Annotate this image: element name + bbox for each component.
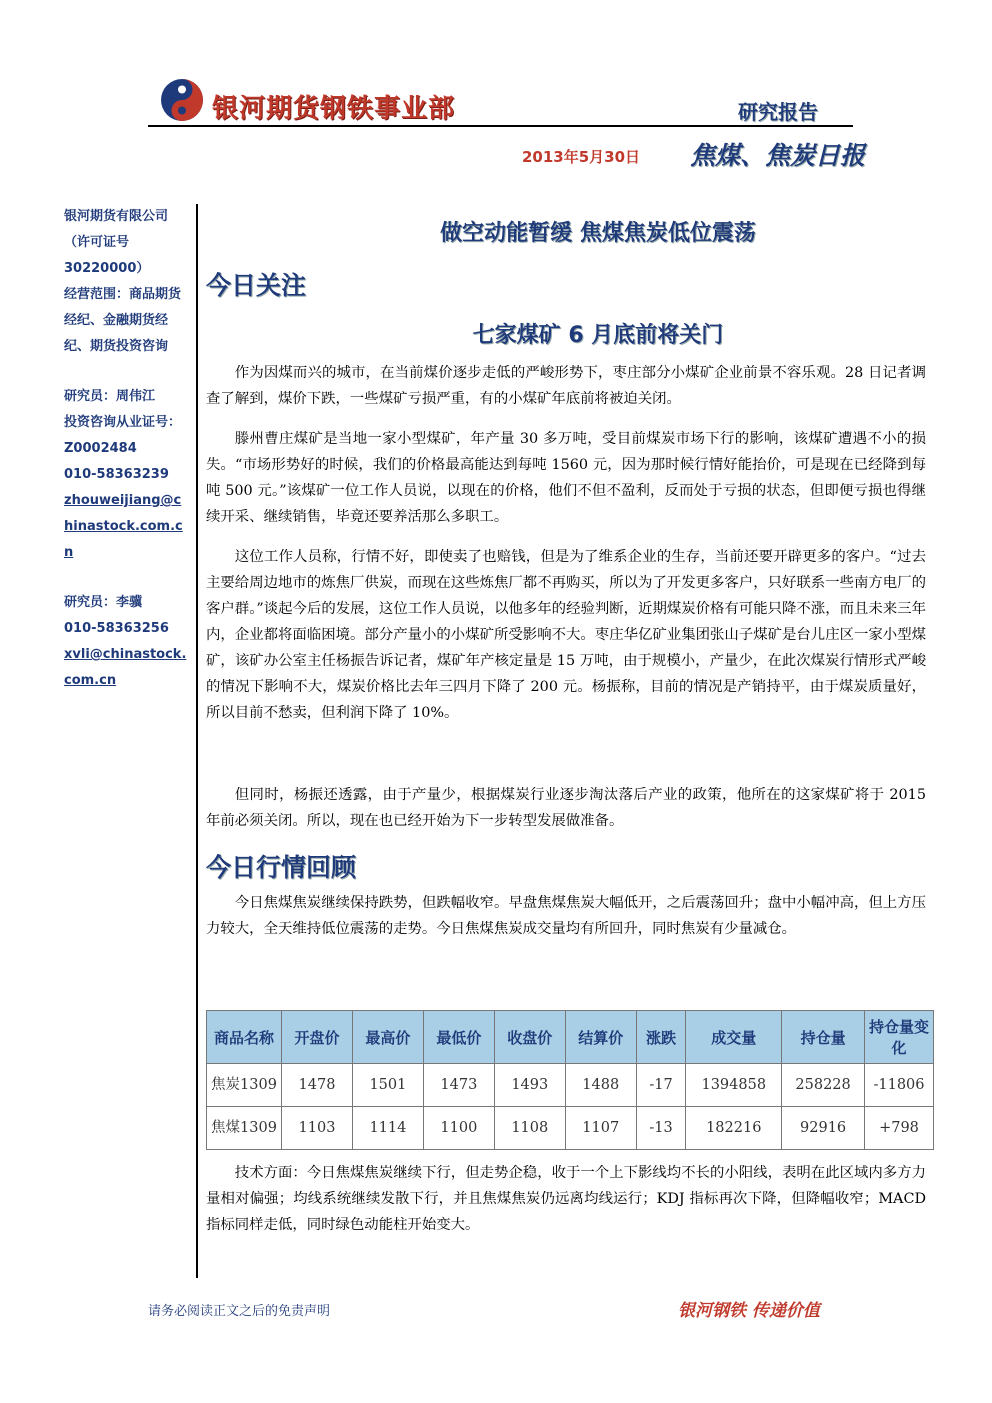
paragraph: 滕州曹庄煤矿是当地一家小型煤矿，年产量 30 多万吨，受目前煤炭市场下行的影响，该煤矿遭遇不小的损失。“市场形势好的时候，我们的价格最高能达到每吨 1560 元，因为那时候行情好能抬价，可是现在已经降到每吨 500 元。”该煤矿一位工作人员说，以现在的价格，他们不但不盈利，反而处于亏损的状态，但即便亏损也得继续开采、继续销售，毕竟还要养活那么多职工。 <box>206 431 926 525</box>
table-cell: 焦煤1309 <box>207 1107 282 1150</box>
table-header-row <box>207 1011 934 1064</box>
report-type: 研究报告 <box>738 100 818 124</box>
report-date: 2013年5月30日 <box>522 148 641 166</box>
table-cell: 1473 <box>423 1064 494 1107</box>
column-header: 持仓量变化 <box>865 1011 934 1064</box>
paragraph: 今日焦煤焦炭继续保持跌势，但跌幅收窄。早盘焦煤焦炭大幅低开，之后震荡回升；盘中小幅冲高，但上方压力较大，全天维持低位震荡的走势。今日焦煤焦炭成交量均有所回升，同时焦炭有少量减仓。 <box>206 895 926 937</box>
researcher-1-email-link[interactable]: zhouweijiang@chinastock.com.cn <box>64 493 183 560</box>
table-cell: 1493 <box>494 1064 565 1107</box>
license-label: （许可证号 <box>64 235 130 250</box>
paragraph: 但同时，杨振还透露，由于产量少，根据煤炭行业逐步淘汰落后产业的政策，他所在的这家煤矿将于 2015 年前必须关闭。所以，现在也已经开始为下一步转型发展做准备。 <box>206 787 926 829</box>
paragraph: 技术方面：今日焦煤焦炭继续下行，但走势企稳，收于一个上下影线均不长的小阳线，表明在此区域内多方力量相对偏强；均线系统继续发散下行，并且焦煤焦炭仍远离均线运行；KDJ 指标再次下降，但降幅收窄；MACD 指标同样走低，同时绿色动能柱开始变大。 <box>206 1165 926 1233</box>
table-cell: 1103 <box>282 1107 353 1150</box>
table-cell: 92916 <box>782 1107 865 1150</box>
column-header: 最低价 <box>423 1011 494 1064</box>
company-name: 银河期货有限公司 <box>64 209 169 224</box>
sidebar <box>64 204 190 694</box>
table-cell: 1108 <box>494 1107 565 1150</box>
researcher-1-cert: Z0002484 <box>64 441 137 456</box>
table-row <box>207 1064 934 1107</box>
paragraph: 这位工作人员称，行情不好，即使卖了也赔钱，但是为了维系企业的生存，当前还要开辟更多的客户。“过去主要给周边地市的炼焦厂供炭，而现在这些炼焦厂都不再购买，所以为了开发更多客户，只好联系一些南方电厂的客户群。”谈起今后的发展，这位工作人员说，以他多年的经验判断，近期煤炭价格有可能只降不涨，而且未来三年内，企业都将面临困境。部分产量小的小煤矿所受影响不大。枣庄华亿矿业集团张山子煤矿是台儿庄区一家小型煤矿，该矿办公室主任杨振告诉记者，煤矿年产核定量是 15 万吨，由于规模小，产量少，在此次煤炭行情形式严峻的情况下影响不大，煤炭价格比去年三四月下降了 200 元。杨振称，目前的情况是产销持平，由于煤炭质量好，所以目前不愁卖，但利润下降了 10%。 <box>206 549 926 721</box>
table-cell: 1501 <box>352 1064 423 1107</box>
header-divider <box>148 125 853 127</box>
section-heading-review: 今日行情回顾 <box>206 853 357 882</box>
table-cell: -13 <box>636 1107 686 1150</box>
column-header: 收盘价 <box>494 1011 565 1064</box>
column-header: 成交量 <box>686 1011 782 1064</box>
researcher-2-email-link[interactable]: xvli@chinastock.com.cn <box>64 647 187 688</box>
researcher-2-name: 研究员：李骥 <box>64 595 143 610</box>
researcher-2-phone: 010-58363256 <box>64 621 169 636</box>
column-header: 最高价 <box>352 1011 423 1064</box>
table-row <box>207 1107 934 1150</box>
column-header: 结算价 <box>565 1011 636 1064</box>
news-title: 七家煤矿 6 月底前将关门 <box>472 323 724 348</box>
sidebar-divider <box>196 204 198 1278</box>
market-table <box>206 1010 934 1150</box>
table-cell: +798 <box>865 1107 934 1150</box>
paragraph: 作为因煤而兴的城市，在当前煤价逐步走低的严峻形势下，枣庄部分小煤矿企业前景不容乐观。28 日记者调查了解到，煤价下跌，一些煤矿亏损严重，有的小煤矿年底前将被迫关闭。 <box>206 365 926 407</box>
table-cell: 258228 <box>782 1064 865 1107</box>
researcher-1-name: 研究员：周伟江 <box>64 389 156 404</box>
table-cell: 1394858 <box>686 1064 782 1107</box>
researcher-1-cert-label: 投资咨询从业证号： <box>64 415 182 430</box>
section-heading-focus: 今日关注 <box>206 271 307 300</box>
table-cell: 1107 <box>565 1107 636 1150</box>
table-cell: 1478 <box>282 1064 353 1107</box>
column-header: 商品名称 <box>207 1011 282 1064</box>
column-header: 涨跌 <box>636 1011 686 1064</box>
researcher-1-phone: 010-58363239 <box>64 467 169 482</box>
table-cell: 1100 <box>423 1107 494 1150</box>
business-scope: 经营范围：商品期货经纪、金融期货经纪、期货投资咨询 <box>64 287 182 354</box>
table-cell: 1114 <box>352 1107 423 1150</box>
column-header: 持仓量 <box>782 1011 865 1064</box>
table-cell: 1488 <box>565 1064 636 1107</box>
column-header: 开盘价 <box>282 1011 353 1064</box>
galaxy-logo-icon <box>158 76 206 124</box>
report-name: 焦煤、焦炭日报 <box>690 141 866 170</box>
table-cell: -11806 <box>865 1064 934 1107</box>
footer-slogan: 银河钢铁 传递价值 <box>678 1301 820 1321</box>
license-number: 30220000） <box>64 261 150 276</box>
table-cell: 182216 <box>686 1107 782 1150</box>
brand-name: 银河期货钢铁事业部 <box>212 94 456 124</box>
table-cell: -17 <box>636 1064 686 1107</box>
report-title: 做空动能暂缓 焦煤焦炭低位震荡 <box>440 221 756 246</box>
table-cell: 焦炭1309 <box>207 1064 282 1107</box>
disclaimer-note: 请务必阅读正文之后的免责声明 <box>148 1304 331 1319</box>
